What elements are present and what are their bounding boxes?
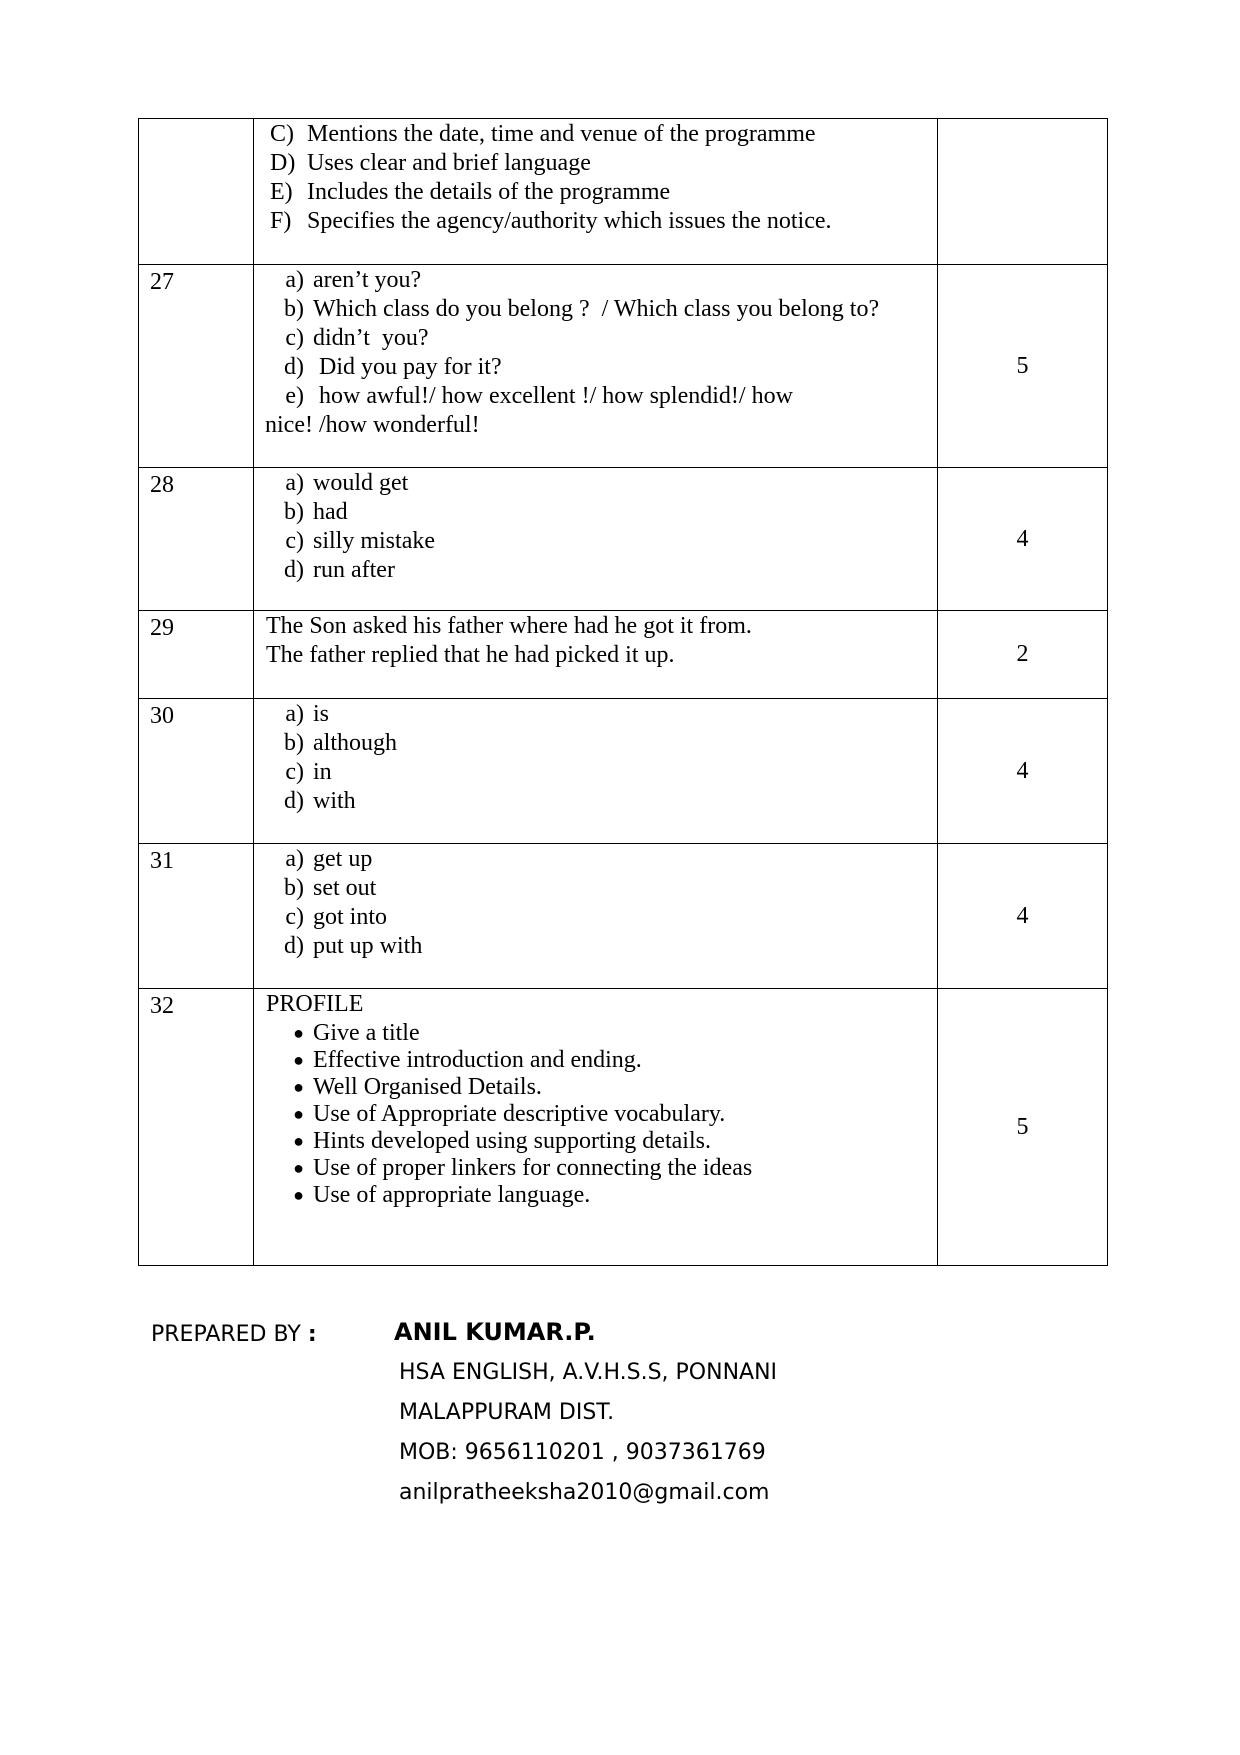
item-label: d) <box>284 788 304 814</box>
answer-item <box>266 787 929 816</box>
item-label: b) <box>284 875 304 901</box>
item-text: although <box>313 730 397 756</box>
question-number: 28 <box>139 468 254 611</box>
marks-value: 2 <box>1016 641 1029 667</box>
item-text: run after <box>313 557 395 583</box>
item-text: aren’t you? <box>313 267 422 293</box>
item-text: get up <box>313 846 373 872</box>
question-number <box>139 119 254 265</box>
answer-continuation: nice! /how wonderful! <box>265 412 480 438</box>
answer-item <box>266 207 929 236</box>
author-email: anilpratheeksha2010@gmail.com <box>399 1480 770 1505</box>
item-text: is <box>313 701 330 727</box>
answer-row <box>139 989 1108 1266</box>
answer-item <box>266 324 929 353</box>
answer-item <box>266 527 929 556</box>
bullet-text: Hints developed using supporting details. <box>313 1128 711 1154</box>
item-text: had <box>313 499 348 525</box>
bullet-icon: ● <box>293 1077 304 1097</box>
marks-value: 5 <box>1016 1113 1029 1140</box>
marks-cell <box>938 611 1108 699</box>
answer-row <box>139 844 1108 989</box>
answer-item <box>266 295 929 324</box>
marks-cell <box>938 265 1108 468</box>
item-label: C) <box>270 121 294 147</box>
answer-line: The Son asked his father where had he got it from. <box>266 613 752 639</box>
marks-value: 4 <box>1016 757 1029 784</box>
item-label: c) <box>285 528 304 554</box>
answer-content <box>254 119 938 265</box>
bullet-text: Use of proper linkers for connecting the ideas <box>313 1155 753 1181</box>
marks-value: 4 <box>1016 902 1029 929</box>
item-text: didn’t you? <box>313 325 429 351</box>
bullet-icon: ● <box>293 1104 304 1124</box>
item-text: put up with <box>313 933 423 959</box>
item-label: E) <box>270 179 293 205</box>
bullet-text: Use of appropriate language. <box>313 1182 591 1208</box>
marks-cell <box>938 468 1108 611</box>
prepared-by-label: PREPARED BY : <box>151 1322 317 1347</box>
item-text: Which class do you belong ? / Which class you belong to? <box>313 296 880 322</box>
answer-item <box>266 469 929 498</box>
answer-item <box>266 903 929 932</box>
item-text: with <box>313 788 356 814</box>
item-label: a) <box>285 470 304 496</box>
marks-cell <box>938 989 1108 1266</box>
answer-row <box>139 119 1108 265</box>
item-text: in <box>313 759 332 785</box>
answer-content <box>254 989 938 1266</box>
marks-value: 4 <box>1016 525 1029 552</box>
answer-content <box>254 265 938 468</box>
item-label: F) <box>270 208 292 234</box>
bullet-text: Effective introduction and ending. <box>313 1047 642 1073</box>
item-label: c) <box>285 759 304 785</box>
item-text: Includes the details of the programme <box>307 179 671 205</box>
item-text: Uses clear and brief language <box>307 150 591 176</box>
answer-item <box>266 498 929 527</box>
item-text: Mentions the date, time and venue of the programme <box>307 121 816 147</box>
marks-cell <box>938 844 1108 989</box>
answer-item <box>266 932 929 961</box>
section-heading: PROFILE <box>266 991 364 1017</box>
question-number: 29 <box>139 611 254 699</box>
item-label: D) <box>270 150 296 176</box>
question-number: 32 <box>139 989 254 1266</box>
item-label: a) <box>285 701 304 727</box>
item-label: b) <box>284 499 304 525</box>
item-text: would get <box>313 470 409 496</box>
answer-line: The father replied that he had picked it up. <box>266 642 675 668</box>
answer-content <box>254 611 938 699</box>
item-label: c) <box>285 904 304 930</box>
answer-item <box>266 874 929 903</box>
item-label: e) <box>285 383 304 409</box>
answer-item <box>266 845 929 874</box>
answer-item <box>266 149 929 178</box>
item-label: d) <box>284 354 304 380</box>
answer-item <box>266 178 929 207</box>
bullet-icon: ● <box>293 1023 304 1043</box>
item-text: how awful!/ how excellent !/ how splendid!/ how <box>313 383 793 409</box>
marks-value: 5 <box>1016 352 1029 379</box>
item-label: a) <box>285 846 304 872</box>
question-number: 31 <box>139 844 254 989</box>
item-label: d) <box>284 557 304 583</box>
bullet-icon: ● <box>293 1050 304 1070</box>
answer-content <box>254 468 938 611</box>
author-district: MALAPPURAM DIST. <box>399 1400 615 1425</box>
item-text: Specifies the agency/authority which issues the notice. <box>307 208 832 234</box>
answer-item <box>266 382 929 411</box>
bullet-icon: ● <box>293 1158 304 1178</box>
item-text: got into <box>313 904 388 930</box>
item-label: d) <box>284 933 304 959</box>
question-number: 30 <box>139 699 254 844</box>
item-text: set out <box>313 875 377 901</box>
answer-item <box>266 758 929 787</box>
author-designation: HSA ENGLISH, A.V.H.S.S, PONNANI <box>399 1360 778 1385</box>
author-phone: MOB: 9656110201 , 9037361769 <box>399 1440 766 1465</box>
item-label: b) <box>284 296 304 322</box>
item-label: a) <box>285 267 304 293</box>
answer-item <box>266 353 929 382</box>
bullet-text: Well Organised Details. <box>313 1074 542 1100</box>
item-label: c) <box>285 325 304 351</box>
item-text: Did you pay for it? <box>313 354 502 380</box>
answer-item <box>266 700 929 729</box>
answer-item <box>266 556 929 585</box>
answer-row <box>139 699 1108 844</box>
bullet-text: Use of Appropriate descriptive vocabulary. <box>313 1101 726 1127</box>
answer-item <box>266 120 929 149</box>
answer-key-table <box>138 118 1108 1266</box>
question-number: 27 <box>139 265 254 468</box>
author-name: ANIL KUMAR.P. <box>394 1318 596 1346</box>
answer-row <box>139 265 1108 468</box>
marks-cell <box>938 699 1108 844</box>
answer-content <box>254 844 938 989</box>
item-label: b) <box>284 730 304 756</box>
bullet-icon: ● <box>293 1185 304 1205</box>
answer-row <box>139 611 1108 699</box>
answer-item <box>266 266 929 295</box>
marks-cell <box>938 119 1108 265</box>
answer-content <box>254 699 938 844</box>
item-text: silly mistake <box>313 528 435 554</box>
bullet-text: Give a title <box>313 1020 420 1046</box>
answer-row <box>139 468 1108 611</box>
bullet-icon: ● <box>293 1131 304 1151</box>
answer-item <box>266 729 929 758</box>
